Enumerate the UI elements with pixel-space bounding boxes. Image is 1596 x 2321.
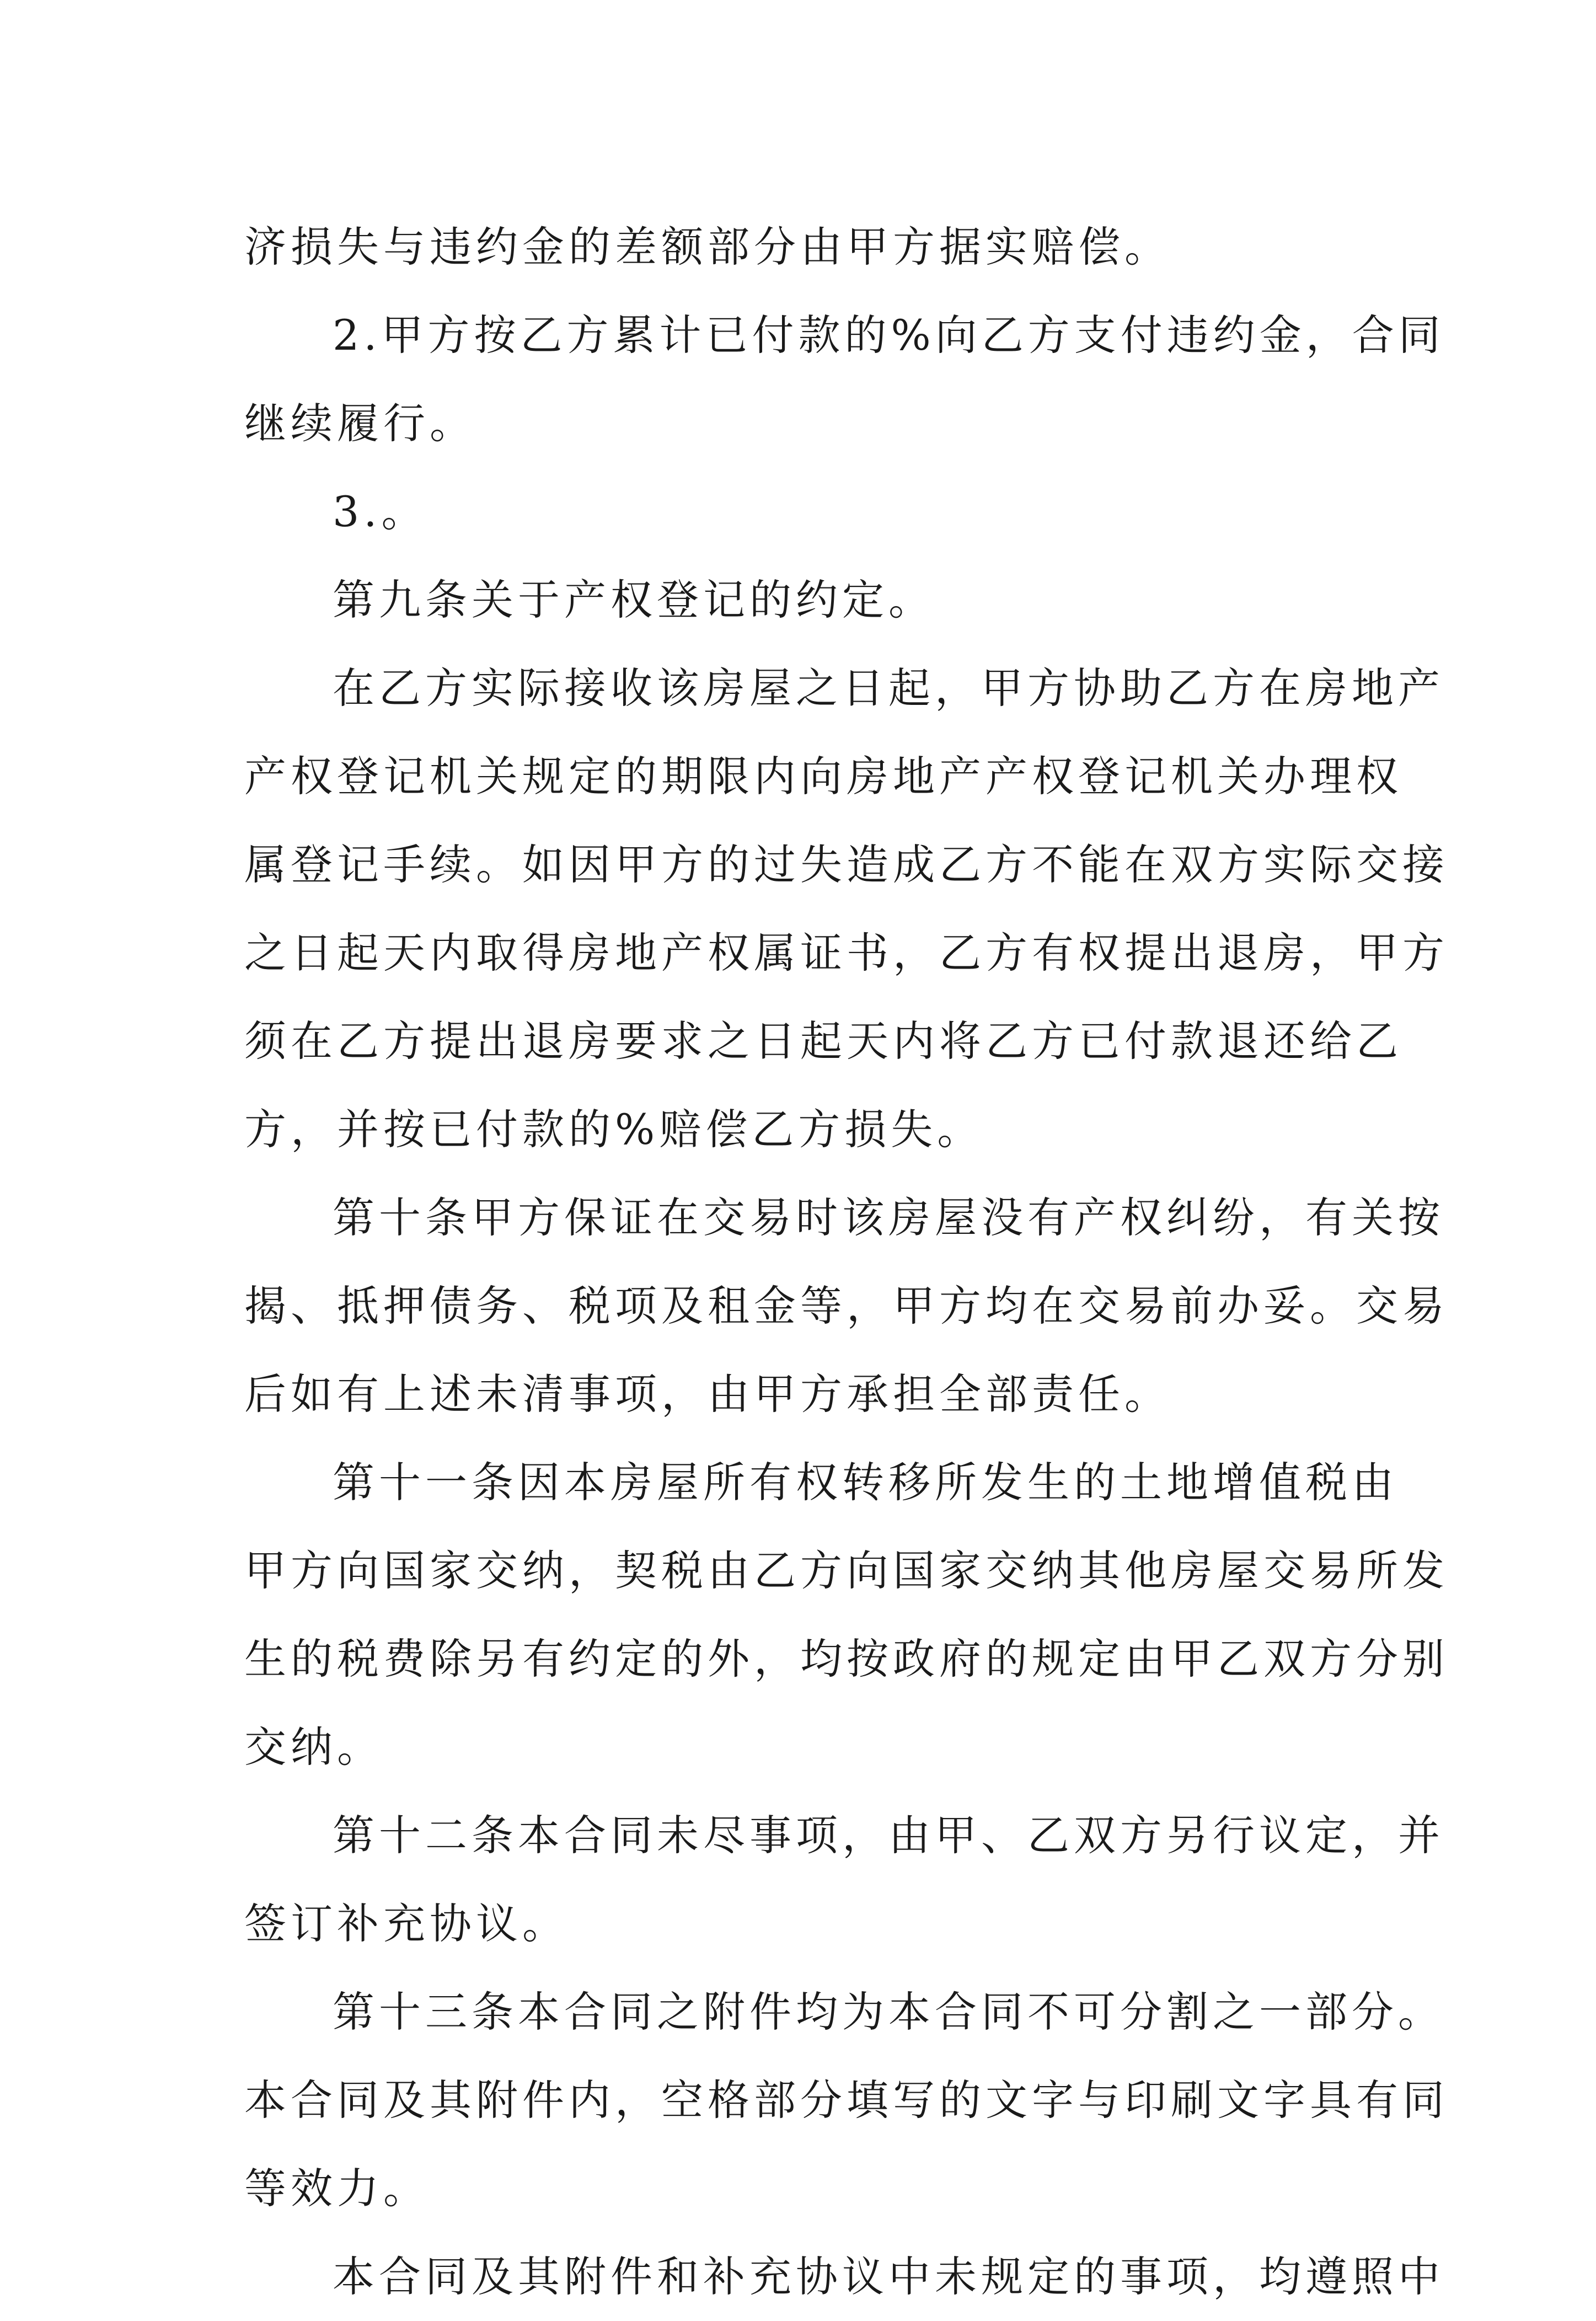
document-paragraph: [244, 556, 1369, 644]
text-line: 甲方向国家交纳，契税由乙方向国家交纳其他房屋交易所发: [244, 1546, 1449, 1595]
text-line: 本合同及其附件和补充协议中未规定的事项，均遵照中: [333, 2252, 1444, 2301]
text-line: 第十条甲方保证在交易时该房屋没有产权纠纷，有关按: [333, 1193, 1444, 1242]
text-line: 继续履行。: [244, 399, 476, 448]
text-line: 第十一条因本房屋所有权转移所发生的土地增值税由: [333, 1458, 1398, 1507]
text-line: 济损失与违约金的差额部分由甲方据实赔偿。: [244, 222, 1171, 271]
text-line: 方，并按已付款的%赔偿乙方损失。: [244, 1105, 984, 1154]
text-line: 2.甲方按乙方累计已付款的%向乙方支付违约金，合同: [333, 311, 1445, 360]
text-line: 产权登记机关规定的期限内向房地产产权登记机关办理权: [244, 752, 1402, 801]
text-line: 在乙方实际接收该房屋之日起，甲方协助乙方在房地产: [333, 664, 1444, 713]
text-line: 3.。: [333, 487, 428, 536]
text-line: 等效力。: [244, 2164, 430, 2213]
document-paragraph: [244, 1791, 1444, 1968]
document-body: [244, 203, 1449, 2321]
text-line: 后如有上述未清事项，由甲方承担全部责任。: [244, 1370, 1171, 1419]
text-line: 第十二条本合同未尽事项，由甲、乙双方另行议定，并: [333, 1811, 1444, 1860]
text-line: 签订补充协议。: [244, 1899, 569, 1948]
text-line: 生的税费除另有约定的外，均按政府的规定由甲乙双方分别: [244, 1634, 1449, 1683]
text-line: 属登记手续。如因甲方的过失造成乙方不能在双方实际交接: [244, 840, 1449, 889]
document-paragraph: [244, 1438, 1449, 1791]
document-paragraph: [244, 1174, 1449, 1438]
text-line: 第十三条本合同之附件均为本合同不可分割之一部分。: [333, 1987, 1444, 2036]
text-line: 须在乙方提出退房要求之日起天内将乙方已付款退还给乙: [244, 1017, 1402, 1066]
document-paragraph: [244, 1968, 1449, 2233]
text-line: 交纳。: [244, 1723, 383, 1772]
text-line: 揭、抵押债务、税项及租金等，甲方均在交易前办妥。交易: [244, 1281, 1449, 1330]
document-paragraph: [244, 203, 1369, 291]
document-paragraph: [244, 644, 1449, 1174]
document-paragraph: [244, 291, 1445, 468]
text-line: 之日起天内取得房地产权属证书，乙方有权提出退房，甲方: [244, 928, 1449, 977]
text-line: 本合同及其附件内，空格部分填写的文字与印刷文字具有同: [244, 2076, 1449, 2125]
text-line: 第九条关于产权登记的约定。: [333, 575, 935, 624]
document-paragraph: [244, 468, 1369, 556]
document-paragraph: [244, 2233, 1444, 2321]
